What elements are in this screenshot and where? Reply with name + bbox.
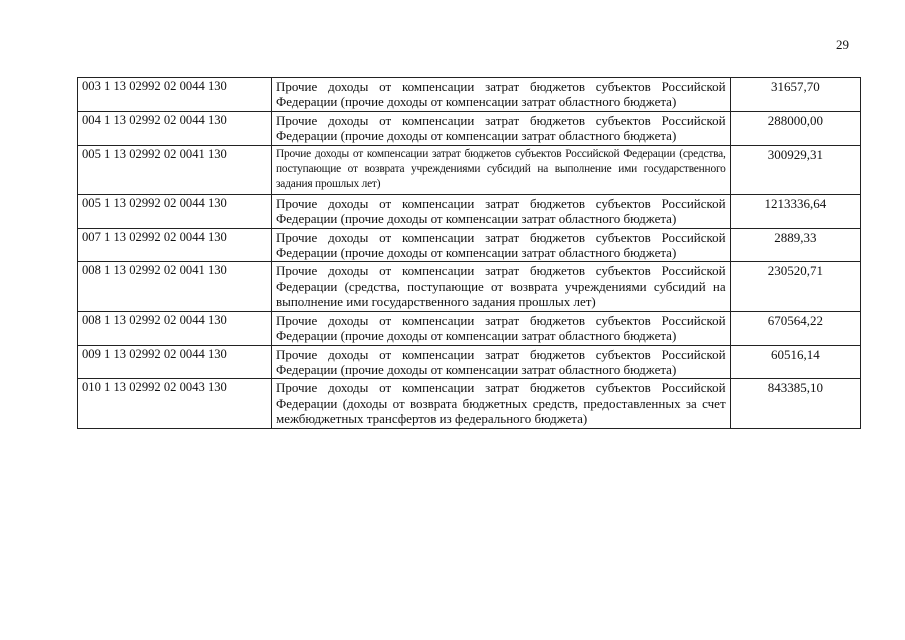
amount: 230520,71 — [730, 262, 860, 311]
table-row — [78, 111, 861, 145]
amount: 2889,33 — [730, 228, 860, 262]
budget-code: 008 1 13 02992 02 0044 130 — [78, 311, 272, 345]
table-row — [78, 311, 861, 345]
budget-code: 005 1 13 02992 02 0044 130 — [78, 194, 272, 228]
amount: 60516,14 — [730, 345, 860, 379]
amount: 31657,70 — [730, 78, 860, 112]
revenue-description: Прочие доходы от компенсации затрат бюджетов субъектов Российской Федерации (прочие доходы от компенсации затрат областного бюджета) — [271, 78, 730, 112]
budget-code: 010 1 13 02992 02 0043 130 — [78, 379, 272, 428]
revenue-description: Прочие доходы от компенсации затрат бюджетов субъектов Российской Федерации (доходы от возврата бюджетных средств, предоставленных за счет межбюджетных трансфертов из федерального бюджета) — [271, 379, 730, 428]
budget-revenue-table — [77, 77, 861, 429]
table-row — [78, 145, 861, 194]
revenue-description: Прочие доходы от компенсации затрат бюджетов субъектов Российской Федерации (прочие доходы от компенсации затрат областного бюджета) — [271, 194, 730, 228]
revenue-description: Прочие доходы от компенсации затрат бюджетов субъектов Российской Федерации (прочие доходы от компенсации затрат областного бюджета) — [271, 311, 730, 345]
budget-code: 007 1 13 02992 02 0044 130 — [78, 228, 272, 262]
revenue-description: Прочие доходы от компенсации затрат бюджетов субъектов Российской Федерации (прочие доходы от компенсации затрат областного бюджета) — [271, 228, 730, 262]
amount: 670564,22 — [730, 311, 860, 345]
table-row — [78, 228, 861, 262]
budget-code: 003 1 13 02992 02 0044 130 — [78, 78, 272, 112]
amount: 300929,31 — [730, 145, 860, 194]
revenue-description: Прочие доходы от компенсации затрат бюджетов субъектов Российской Федерации (прочие доходы от компенсации затрат областного бюджета) — [271, 345, 730, 379]
budget-code: 008 1 13 02992 02 0041 130 — [78, 262, 272, 311]
revenue-description: Прочие доходы от компенсации затрат бюджетов субъектов Российской Федерации (средства, поступающие от возврата учреждениями субсидий на выполнение ими государственного задания прошлых лет) — [271, 262, 730, 311]
budget-code: 005 1 13 02992 02 0041 130 — [78, 145, 272, 194]
budget-code: 009 1 13 02992 02 0044 130 — [78, 345, 272, 379]
amount: 843385,10 — [730, 379, 860, 428]
table-row — [78, 194, 861, 228]
page-number: 29 — [836, 37, 849, 52]
amount: 1213336,64 — [730, 194, 860, 228]
table-row — [78, 78, 861, 112]
budget-code: 004 1 13 02992 02 0044 130 — [78, 111, 272, 145]
table-row — [78, 345, 861, 379]
revenue-description: Прочие доходы от компенсации затрат бюджетов субъектов Российской Федерации (прочие доходы от компенсации затрат областного бюджета) — [271, 111, 730, 145]
amount: 288000,00 — [730, 111, 860, 145]
table-row — [78, 262, 861, 311]
table-row — [78, 379, 861, 428]
revenue-description: Прочие доходы от компенсации затрат бюджетов субъектов Российской Федерации (средства, поступающие от возврата учреждениями субсидий на выполнение ими государственного задания прошлых лет) — [271, 145, 730, 194]
